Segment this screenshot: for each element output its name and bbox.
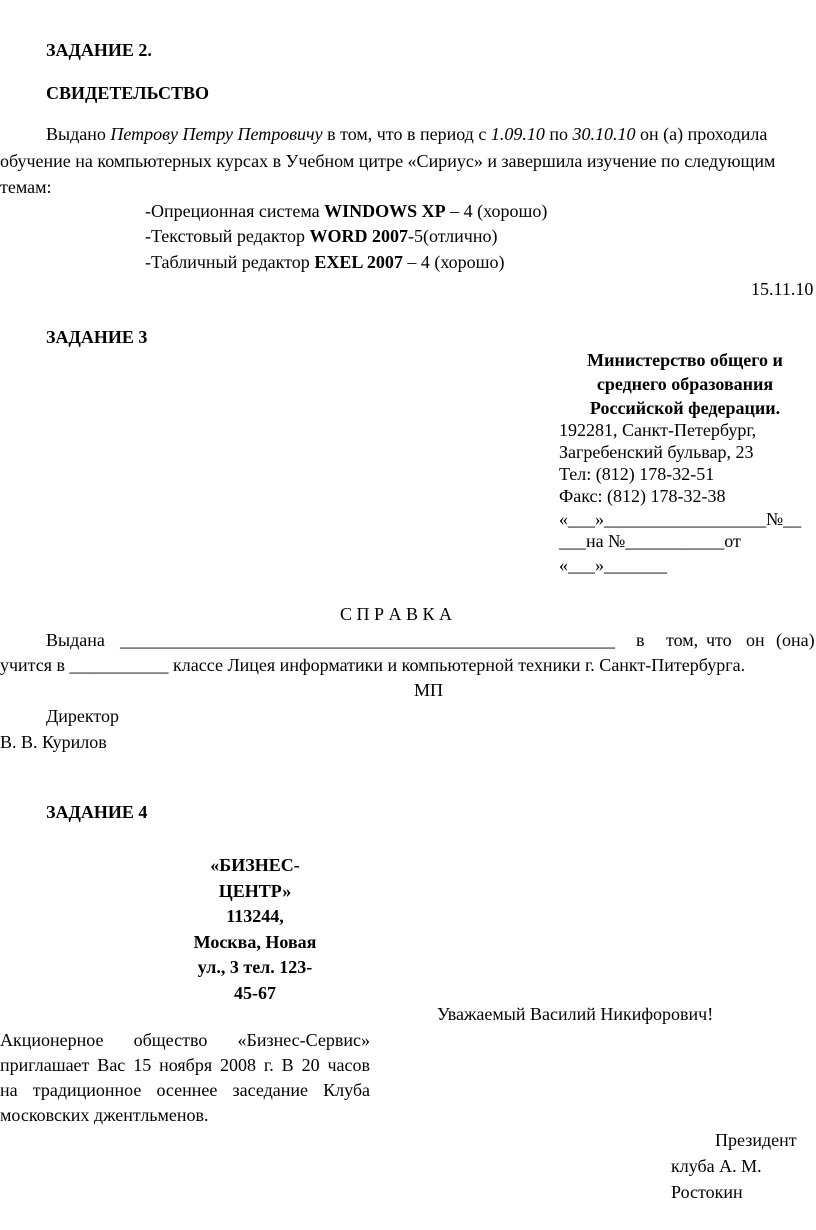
reference-line-2: учится в ___________ классе Лицея информатики и компьютерной техники г. Санкт-Питербурга. xyxy=(0,655,746,675)
org-line: среднего образования xyxy=(596,374,774,394)
letter-body-1: Акционерное общество «Бизнес-Сервис» xyxy=(0,1030,370,1050)
task2-heading: ЗАДАНИЕ 2. xyxy=(46,40,152,60)
org-address-2: Загребенский бульвар, 23 xyxy=(559,442,754,462)
reference-issued-label: Выдана xyxy=(46,630,105,650)
signature-title: Президент xyxy=(715,1130,797,1150)
course-name: EXEL 2007 xyxy=(314,252,403,272)
org-fax: Факс: (812) 178-32-38 xyxy=(559,486,726,506)
text-span: по xyxy=(544,124,573,144)
course-item-2 xyxy=(145,224,497,248)
course-name: WINDOWS XP xyxy=(324,201,446,221)
org-address-1: 192281, Санкт-Петербург, xyxy=(559,420,757,440)
business-center-address xyxy=(150,853,360,1006)
start-date: 1.09.10 xyxy=(490,124,545,144)
end-date: 30.10.10 xyxy=(572,124,636,144)
certificate-line-2: обучение на компьютерных курсах в Учебном цитре «Сириус» и завершила изучение по следующим xyxy=(0,151,776,171)
certificate-line-1 xyxy=(46,122,767,146)
blank-number-line: «___»__________________№__ xyxy=(559,509,802,529)
text-span: Выдано xyxy=(46,124,111,144)
text-span: -Опреционная система xyxy=(145,201,325,221)
letter-body-3: на традиционное осеннее заседание Клуба xyxy=(0,1080,370,1100)
address-line: Москва, Новая xyxy=(193,931,317,952)
text-span: -Текстовый редактор xyxy=(145,226,310,246)
letter-body-2: приглашает Вас 15 ноября 2008 г. В 20 часов xyxy=(0,1055,370,1075)
text-span: – 4 (хорошо) xyxy=(445,201,548,221)
address-line: «БИЗНЕС- xyxy=(210,855,300,875)
address-line: 113244, xyxy=(226,906,284,926)
reference-word: что xyxy=(706,630,732,650)
letter-body-4: московских джентльменов. xyxy=(0,1105,209,1125)
signature-name: Ростокин xyxy=(671,1182,743,1202)
stamp-label: МП xyxy=(414,680,444,700)
task3-heading: ЗАДАНИЕ 3 xyxy=(46,327,148,347)
text-span: -5(отлично) xyxy=(407,226,498,246)
course-name: WORD 2007 xyxy=(309,226,408,246)
director-title: Директор xyxy=(46,706,120,726)
director-name: В. В. Курилов xyxy=(0,732,107,752)
letter-greeting: Уважаемый Василий Никифорович! xyxy=(437,1004,714,1024)
recipient-name: Петрову Петру Петровичу xyxy=(110,124,323,144)
signature-line-2: клуба А. М. xyxy=(671,1156,762,1176)
org-name xyxy=(550,348,816,420)
course-item-1 xyxy=(145,199,547,223)
certificate-date: 15.11.10 xyxy=(751,279,814,299)
text-span: -Табличный редактор xyxy=(145,252,315,272)
reference-word: в xyxy=(636,630,645,650)
blank-date-line: «___»_______ xyxy=(559,555,667,575)
text-span: в том, что в период с xyxy=(322,124,491,144)
course-item-3 xyxy=(145,250,505,274)
reference-word: (она) xyxy=(776,630,815,650)
org-line: Российской федерации. xyxy=(589,398,781,418)
address-line: 45-67 xyxy=(234,982,276,1003)
reference-title: С П Р А В К А xyxy=(340,604,453,624)
reference-word: том, xyxy=(666,630,699,650)
certificate-line-3: темам: xyxy=(0,177,52,197)
text-span: он (а) проходила xyxy=(635,124,768,144)
text-span: – 4 (хорошо) xyxy=(402,252,505,272)
reference-word: он xyxy=(746,630,765,650)
reference-blank: _______________________________________________________ xyxy=(120,630,615,650)
org-phone: Тел: (812) 178-32-51 xyxy=(559,464,715,484)
certificate-title: СВИДЕТЕЛЬСТВО xyxy=(46,83,210,103)
org-line: Министерство общего и xyxy=(587,350,783,370)
blank-reference-line: ___на №___________от xyxy=(559,531,741,551)
address-line: ЦЕНТР» xyxy=(218,880,292,901)
task4-heading: ЗАДАНИЕ 4 xyxy=(46,802,148,822)
address-line: ул., 3 тел. 123- xyxy=(197,957,313,977)
